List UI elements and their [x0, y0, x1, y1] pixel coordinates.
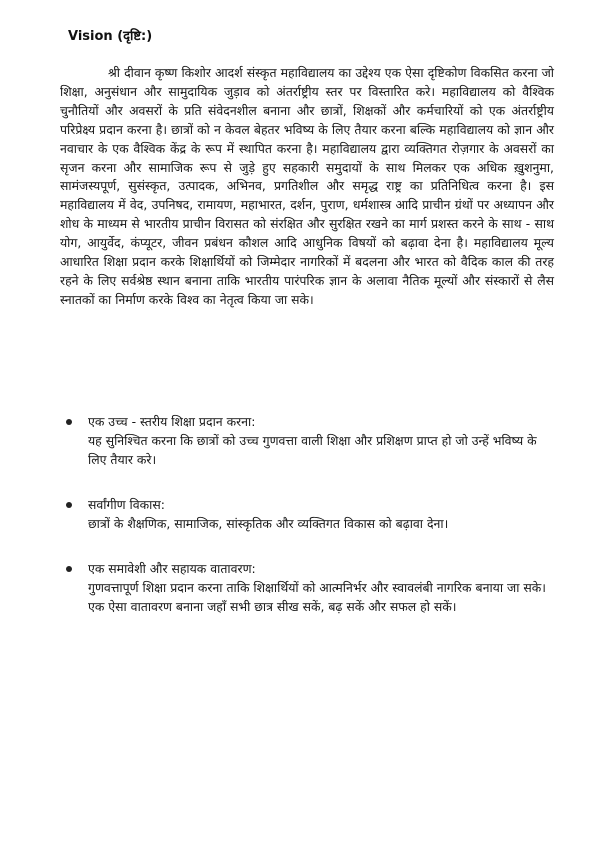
bullet-dot-icon: [66, 566, 72, 572]
vision-paragraph: श्री दीवान कृष्ण किशोर आदर्श संस्कृत महाविद्यालय का उद्देश्य एक ऐसा दृष्टिकोण विकसित करना जो शिक्षा, अनुसंधान और सामुदायिक जुड़ाव को अंतर्राष्ट्रीय स्तर पर विस्तारित करे। महाविद्यालय को वैश्विक चुनौतियों और अवसरों के प्रति संवेदनशील बनाना और छात्रों, शिक्षकों और कर्मचारियों को एक अंतर्राष्ट्रीय परिप्रेक्ष्य प्रदान करना है। छात्रों को न केवल बेहतर भविष्य के लिए तैयार करना बल्कि महाविद्यालय को ज्ञान और नवाचार के एक वैश्विक केंद्र के रूप में स्थापित करना है। महाविद्यालय द्वारा व्यक्तिगत रोज़गार के अवसरों का सृजन करना और सामाजिक रूप से जुड़े हुए सहकारी समुदायों के साथ मिलकर एक अधिक ख़ुशनुमा, सामंजस्यपूर्ण, सुसंस्कृत, उत्पादक, अभिनव, प्रगतिशील और समृद्ध राष्ट्र का प्रतिनिधित्व करना है। इस महाविद्यालय में वेद, उपनिषद, रामायण, महाभारत, दर्शन, पुराण, धर्मशास्त्र आदि प्राचीन ग्रंथों पर अध्यापन और शोध के माध्यम से भारतीय प्राचीन विरासत को संरक्षित और सुरक्षित रखने का मार्ग प्रशस्त करने के साथ - साथ योग, आयुर्वेद, कंप्यूटर, जीवन प्रबंधन कौशल आदि आधुनिक विषयों को बढ़ावा देना है। महाविद्यालय मूल्य आधारित शिक्षा प्रदान करके शिक्षार्थियों को जिम्मेदार नागरिकों में बदलना और भारत को वैदिक काल की तरह रहने के लिए सर्वश्रेष्ठ स्थान बनाना ताकि भारतीय पारंपरिक ज्ञान के अलावा नैतिक मूल्यों और संस्कारों से लैस स्नातकों का निर्माण करके विश्व का नेतृत्व किया जा सके।: [60, 65, 554, 307]
bullet-dot-icon: [66, 419, 72, 425]
objective-description: यह सुनिश्चित करना कि छात्रों को उच्च गुणवत्ता वाली शिक्षा और प्रशिक्षण प्राप्त हो जो उन्हें भविष्य के लिए तैयार करे।: [88, 433, 537, 467]
objectives-list: [66, 412, 552, 616]
objective-title: एक समावेशी और सहायक वातावरण:: [88, 561, 256, 576]
objective-description: गुणवत्तापूर्ण शिक्षा प्रदान करना ताकि शिक्षार्थियों को आत्मनिर्भर और स्वावलंबी नागरिक बनाया जा सके। एक ऐसा वातावरण बनाना जहाँ सभी छात्र सीख सकें, बढ़ सकें और सफल हो सकें।: [88, 580, 546, 614]
list-item: [66, 412, 552, 469]
objective-description: छात्रों के शैक्षणिक, सामाजिक, सांस्कृतिक और व्यक्तिगत विकास को बढ़ावा देना।: [88, 516, 449, 531]
list-item: [66, 559, 552, 616]
page-title: Vision (दृष्टि:): [68, 29, 153, 44]
objective-title: सर्वांगीण विकास:: [88, 497, 165, 512]
objective-title: एक उच्च - स्तरीय शिक्षा प्रदान करना:: [88, 414, 256, 429]
bullet-dot-icon: [66, 502, 72, 508]
list-item: [66, 495, 552, 533]
